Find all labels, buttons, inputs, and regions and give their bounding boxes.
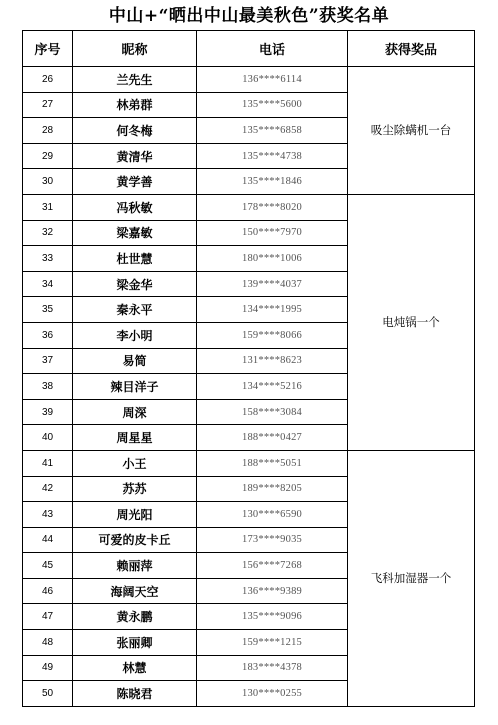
cell-phone: 158****3084 bbox=[197, 399, 348, 425]
cell-seq: 39 bbox=[23, 399, 73, 425]
cell-nickname: 梁嘉敏 bbox=[73, 220, 197, 246]
cell-seq: 32 bbox=[23, 220, 73, 246]
cell-seq: 33 bbox=[23, 246, 73, 272]
cell-prize: 电炖锅一个 bbox=[348, 194, 475, 450]
cell-seq: 41 bbox=[23, 450, 73, 476]
cell-seq: 49 bbox=[23, 655, 73, 681]
cell-prize: 吸尘除螨机一台 bbox=[348, 67, 475, 195]
cell-phone: 173****9035 bbox=[197, 527, 348, 553]
column-header-nickname: 昵称 bbox=[73, 31, 197, 67]
cell-seq: 37 bbox=[23, 348, 73, 374]
cell-phone: 178****8020 bbox=[197, 194, 348, 220]
cell-phone: 130****0255 bbox=[197, 681, 348, 707]
cell-phone: 134****1995 bbox=[197, 297, 348, 323]
cell-phone: 131****8623 bbox=[197, 348, 348, 374]
cell-seq: 44 bbox=[23, 527, 73, 553]
cell-seq: 34 bbox=[23, 271, 73, 297]
table-header-row bbox=[23, 31, 475, 67]
cell-phone: 159****8066 bbox=[197, 322, 348, 348]
cell-seq: 40 bbox=[23, 425, 73, 451]
cell-seq: 38 bbox=[23, 374, 73, 400]
cell-nickname: 易简 bbox=[73, 348, 197, 374]
cell-prize: 飞科加湿器一个 bbox=[348, 450, 475, 706]
cell-seq: 45 bbox=[23, 553, 73, 579]
cell-nickname: 冯秋敏 bbox=[73, 194, 197, 220]
column-header-seq: 序号 bbox=[23, 31, 73, 67]
table-row bbox=[23, 450, 475, 476]
cell-nickname: 周星星 bbox=[73, 425, 197, 451]
cell-phone: 135****5600 bbox=[197, 92, 348, 118]
cell-phone: 188****0427 bbox=[197, 425, 348, 451]
cell-seq: 42 bbox=[23, 476, 73, 502]
cell-seq: 31 bbox=[23, 194, 73, 220]
cell-seq: 47 bbox=[23, 604, 73, 630]
cell-nickname: 林弟群 bbox=[73, 92, 197, 118]
cell-seq: 28 bbox=[23, 118, 73, 144]
column-header-phone: 电话 bbox=[197, 31, 348, 67]
cell-nickname: 秦永平 bbox=[73, 297, 197, 323]
cell-phone: 159****1215 bbox=[197, 630, 348, 656]
cell-nickname: 周深 bbox=[73, 399, 197, 425]
cell-phone: 136****6114 bbox=[197, 67, 348, 93]
table-row bbox=[23, 67, 475, 93]
column-header-prize: 获得奖品 bbox=[348, 31, 475, 67]
cell-phone: 135****4738 bbox=[197, 143, 348, 169]
table-row bbox=[23, 194, 475, 220]
cell-seq: 46 bbox=[23, 578, 73, 604]
cell-seq: 43 bbox=[23, 502, 73, 528]
cell-nickname: 赖丽萍 bbox=[73, 553, 197, 579]
cell-nickname: 梁金华 bbox=[73, 271, 197, 297]
winners-table bbox=[22, 30, 475, 707]
cell-phone: 189****8205 bbox=[197, 476, 348, 502]
cell-nickname: 杜世慧 bbox=[73, 246, 197, 272]
cell-phone: 135****6858 bbox=[197, 118, 348, 144]
cell-nickname: 黄清华 bbox=[73, 143, 197, 169]
cell-phone: 180****1006 bbox=[197, 246, 348, 272]
cell-phone: 150****7970 bbox=[197, 220, 348, 246]
cell-nickname: 李小明 bbox=[73, 322, 197, 348]
cell-phone: 134****5216 bbox=[197, 374, 348, 400]
cell-nickname: 可爱的皮卡丘 bbox=[73, 527, 197, 553]
cell-nickname: 黄学善 bbox=[73, 169, 197, 195]
cell-seq: 50 bbox=[23, 681, 73, 707]
cell-phone: 183****4378 bbox=[197, 655, 348, 681]
cell-phone: 136****9389 bbox=[197, 578, 348, 604]
cell-seq: 30 bbox=[23, 169, 73, 195]
cell-phone: 130****6590 bbox=[197, 502, 348, 528]
cell-seq: 36 bbox=[23, 322, 73, 348]
cell-nickname: 周光阳 bbox=[73, 502, 197, 528]
cell-phone: 135****1846 bbox=[197, 169, 348, 195]
cell-phone: 139****4037 bbox=[197, 271, 348, 297]
cell-nickname: 林慧 bbox=[73, 655, 197, 681]
cell-nickname: 海阔天空 bbox=[73, 578, 197, 604]
cell-nickname: 兰先生 bbox=[73, 67, 197, 93]
cell-nickname: 苏苏 bbox=[73, 476, 197, 502]
cell-seq: 29 bbox=[23, 143, 73, 169]
cell-nickname: 何冬梅 bbox=[73, 118, 197, 144]
cell-nickname: 小王 bbox=[73, 450, 197, 476]
table-body bbox=[23, 67, 475, 707]
cell-phone: 188****5051 bbox=[197, 450, 348, 476]
cell-nickname: 辣目洋子 bbox=[73, 374, 197, 400]
cell-seq: 48 bbox=[23, 630, 73, 656]
page-title: 中山+“晒出中山最美秋色”获奖名单 bbox=[108, 6, 390, 26]
cell-phone: 156****7268 bbox=[197, 553, 348, 579]
cell-nickname: 黄永鹏 bbox=[73, 604, 197, 630]
cell-nickname: 张丽卿 bbox=[73, 630, 197, 656]
cell-seq: 27 bbox=[23, 92, 73, 118]
cell-nickname: 陈晓君 bbox=[73, 681, 197, 707]
cell-seq: 26 bbox=[23, 67, 73, 93]
cell-seq: 35 bbox=[23, 297, 73, 323]
cell-phone: 135****9096 bbox=[197, 604, 348, 630]
